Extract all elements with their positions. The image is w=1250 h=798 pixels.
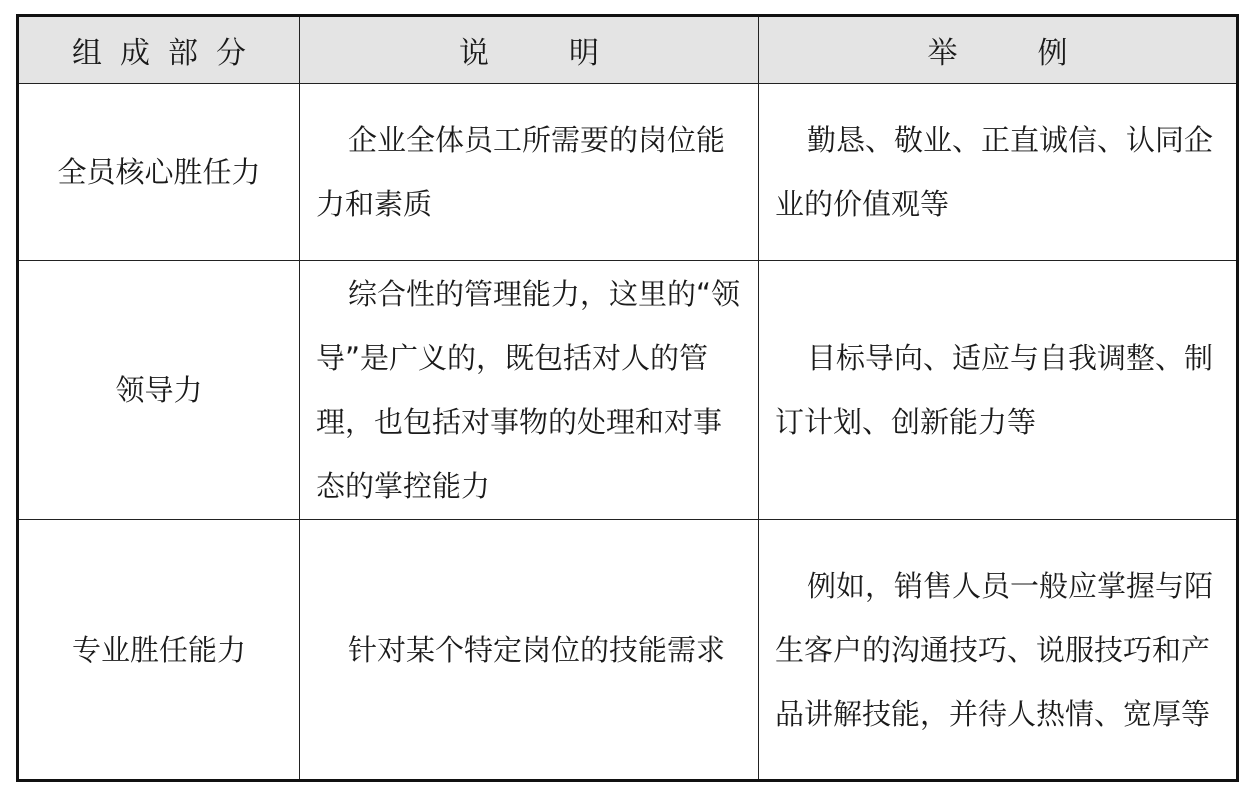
row-example-cell: 目标导向、适应与自我调整、制订计划、创新能力等	[759, 261, 1238, 520]
row-name-cell: 领导力	[18, 261, 300, 520]
table-row	[18, 520, 1238, 781]
table-header-row	[18, 16, 1238, 84]
competency-table	[16, 14, 1239, 782]
table-row	[18, 84, 1238, 261]
row-example-cell: 例如，销售人员一般应掌握与陌生客户的沟通技巧、说服技巧和产品讲解技能，并待人热情、宽厚等	[759, 520, 1238, 781]
row-description-cell: 综合性的管理能力，这里的“领导”是广义的，既包括对人的管理，也包括对事物的处理和对事态的掌控能力	[300, 261, 759, 520]
header-component: 组成部分	[18, 16, 300, 84]
row-description-cell: 企业全体员工所需要的岗位能力和素质	[300, 84, 759, 261]
row-example-cell: 勤恳、敬业、正直诚信、认同企业的价值观等	[759, 84, 1238, 261]
table-row	[18, 261, 1238, 520]
row-name-cell: 专业胜任能力	[18, 520, 300, 781]
header-description: 说明	[300, 16, 759, 84]
competency-table-container	[16, 14, 1236, 780]
row-description-cell: 针对某个特定岗位的技能需求	[300, 520, 759, 781]
row-name-cell: 全员核心胜任力	[18, 84, 300, 261]
header-example: 举例	[759, 16, 1238, 84]
